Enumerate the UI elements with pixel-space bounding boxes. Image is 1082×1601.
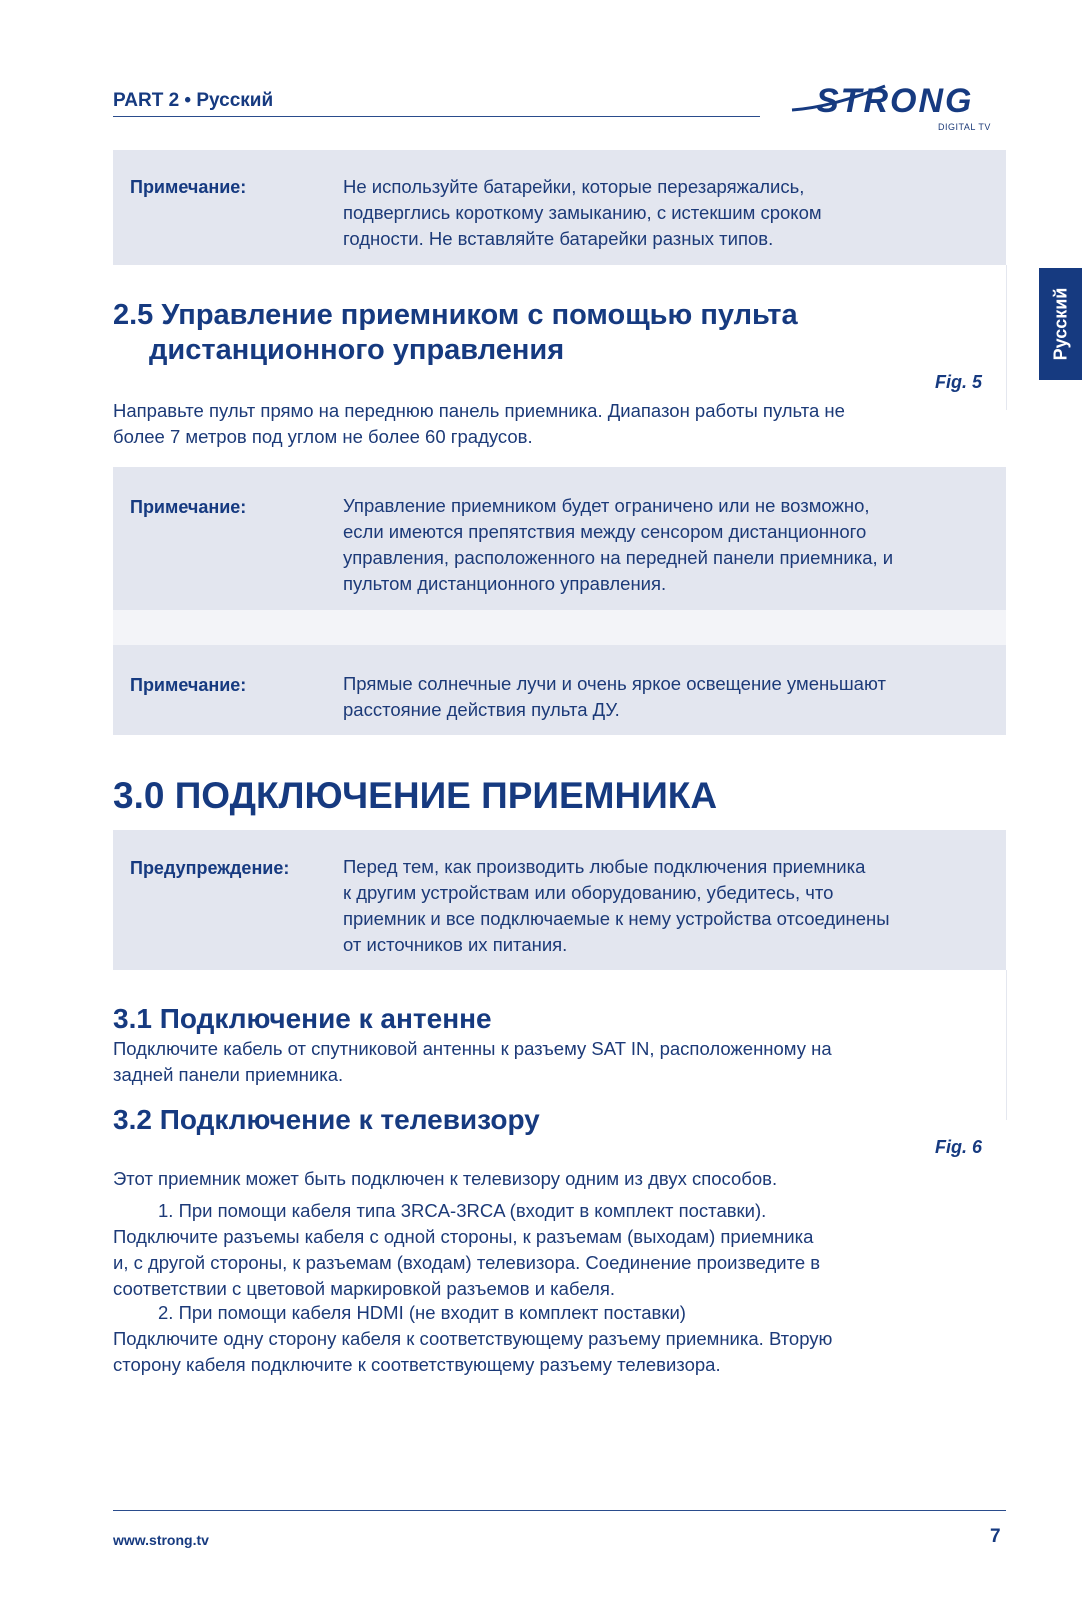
section-title-line: 2.5 Управление приемником с помощью пульта bbox=[113, 299, 798, 331]
section-3-1-body bbox=[113, 1036, 832, 1088]
note-box bbox=[113, 150, 1006, 265]
note-line: если имеются препятствия между сенсором дистанционного bbox=[343, 521, 867, 542]
logo-subtitle: DIGITAL TV bbox=[938, 122, 991, 132]
margin-guide bbox=[1006, 265, 1007, 410]
note-line: Не используйте батарейки, которые перезаряжались, bbox=[343, 176, 805, 197]
warning-label: Предупреждение: bbox=[130, 858, 290, 878]
logo-text: STRONG bbox=[816, 82, 974, 120]
body-line: Подключите одну сторону кабеля к соответствующему разъему приемника. Вторую bbox=[113, 1328, 833, 1349]
footer-rule bbox=[113, 1510, 1006, 1511]
header-rule bbox=[113, 116, 760, 117]
note-line: годности. Не вставляйте батарейки разных типов. bbox=[343, 228, 774, 249]
note-box bbox=[113, 467, 1006, 610]
body-line: соответствии с цветовой маркировкой разъемов и кабеля. bbox=[113, 1278, 615, 1299]
body-line: Подключите кабель от спутниковой антенны к разъему SAT IN, расположенному на bbox=[113, 1038, 832, 1059]
section-3-0-title: 3.0 ПОДКЛЮЧЕНИЕ ПРИЕМНИКА bbox=[113, 775, 718, 816]
note-line: подверглись короткому замыканию, с истекшим сроком bbox=[343, 202, 822, 223]
note-label: Примечание: bbox=[130, 675, 247, 695]
note-line: Прямые солнечные лучи и очень яркое освещение уменьшают bbox=[343, 673, 886, 694]
language-tab-label: Русский bbox=[1050, 287, 1070, 361]
note-text bbox=[343, 174, 983, 252]
section-title-line: дистанционного управления bbox=[149, 334, 565, 366]
strong-logo-mark bbox=[790, 78, 1000, 122]
section-3-2-title: 3.2 Подключение к телевизору bbox=[113, 1104, 540, 1135]
margin-guide bbox=[1006, 970, 1007, 1120]
header-part-label: PART 2 • Русский bbox=[113, 90, 274, 111]
note-line: расстояние действия пульта ДУ. bbox=[343, 699, 620, 720]
warning-box bbox=[113, 830, 1006, 970]
language-tab bbox=[1039, 268, 1082, 380]
figure-ref: Fig. 5 bbox=[935, 372, 983, 392]
list-item-head: 1. При помощи кабеля типа 3RCA-3RCA (входит в комплект поставки). bbox=[158, 1200, 767, 1221]
body-line: Подключите разъемы кабеля с одной стороны, к разъемам (выходам) приемника bbox=[113, 1226, 814, 1247]
note-line: пультом дистанционного управления. bbox=[343, 573, 667, 594]
body-line: и, с другой стороны, к разъемам (входам) телевизора. Соединение произведите в bbox=[113, 1252, 821, 1273]
section-2-5-body bbox=[113, 398, 845, 450]
section-2-5-title bbox=[113, 298, 798, 368]
body-line: более 7 метров под углом не более 60 градусов. bbox=[113, 426, 533, 447]
warning-text bbox=[343, 854, 993, 958]
body-line: сторону кабеля подключите к соответствующему разъему телевизора. bbox=[113, 1354, 721, 1375]
note-line: Управление приемником будет ограничено или не возможно, bbox=[343, 495, 870, 516]
figure-ref: Fig. 6 bbox=[935, 1137, 983, 1157]
note-box bbox=[113, 645, 1006, 735]
section-3-1-title: 3.1 Подключение к антенне bbox=[113, 1003, 492, 1034]
note-text bbox=[343, 493, 993, 597]
page-number: 7 bbox=[990, 1526, 1001, 1547]
section-3-2-item-1 bbox=[113, 1198, 820, 1302]
note-text bbox=[343, 671, 993, 723]
section-3-2-item-2 bbox=[113, 1300, 832, 1378]
body-line: Направьте пульт прямо на переднюю панель приемника. Диапазон работы пульта не bbox=[113, 400, 845, 421]
separator-band bbox=[113, 610, 1006, 645]
note-label: Примечание: bbox=[130, 497, 247, 517]
note-line: управления, расположенного на передней панели приемника, и bbox=[343, 547, 894, 568]
section-3-2-intro: Этот приемник может быть подключен к телевизору одним из двух способов. bbox=[113, 1168, 778, 1189]
note-label: Примечание: bbox=[130, 177, 247, 197]
body-line: задней панели приемника. bbox=[113, 1064, 344, 1085]
note-line: Перед тем, как производить любые подключения приемника bbox=[343, 856, 866, 877]
list-item-head: 2. При помощи кабеля HDMI (не входит в комплект поставки) bbox=[158, 1302, 686, 1323]
note-line: к другим устройствам или оборудованию, убедитесь, что bbox=[343, 882, 834, 903]
note-line: от источников их питания. bbox=[343, 934, 568, 955]
note-line: приемник и все подключаемые к нему устройства отсоединены bbox=[343, 908, 890, 929]
footer-url: www.strong.tv bbox=[113, 1532, 209, 1548]
